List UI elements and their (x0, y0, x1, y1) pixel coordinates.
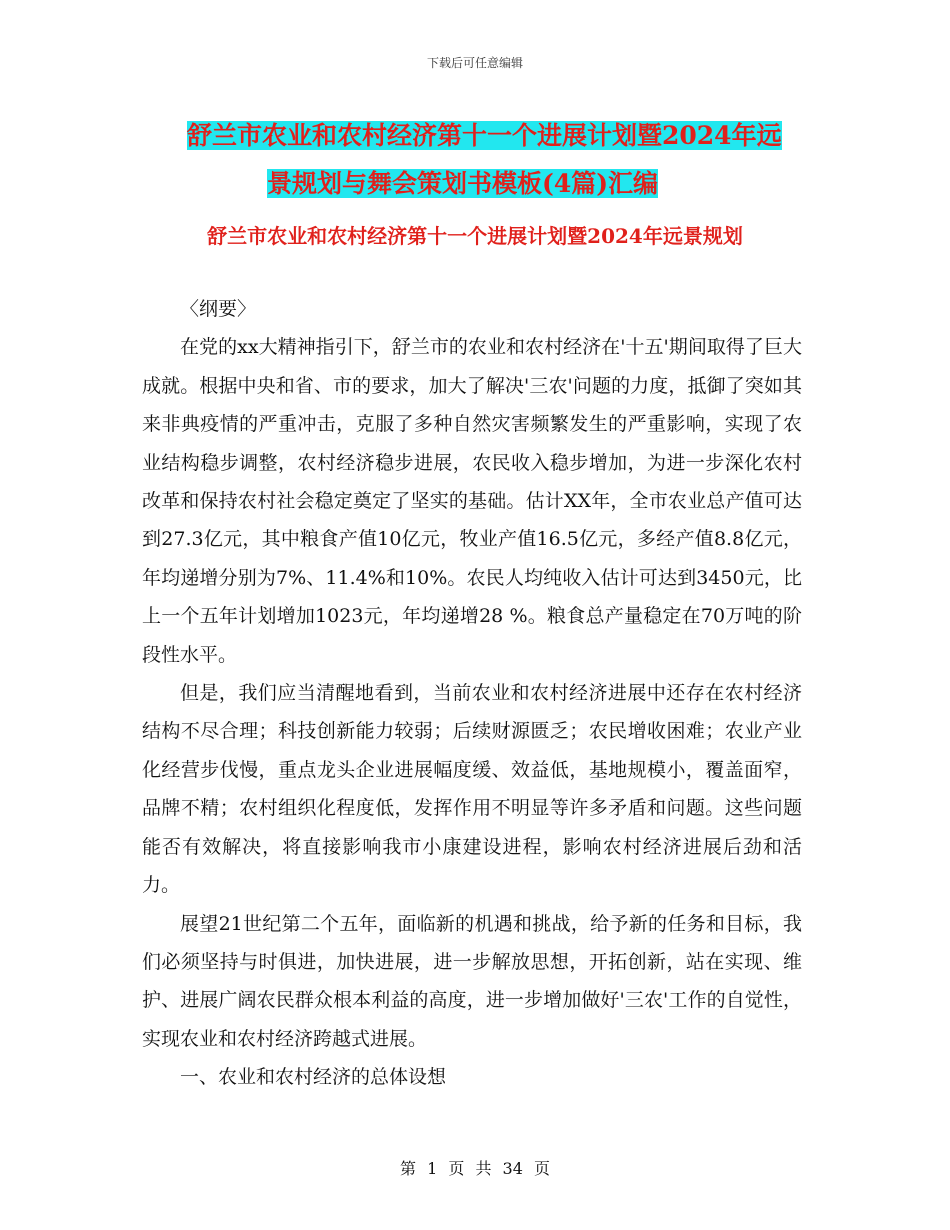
page-number: 第 1 页 共 34 页 (400, 1159, 550, 1178)
paragraph-1: 在党的xx大精神指引下，舒兰市的农业和农村经济在'十五'期间取得了巨大成就。根据中央和省、市的要求，加大了解决'三农'问题的力度，抵御了突如其来非典疫情的严重冲击，克服了多种自然灾害频繁发生的严重影响，实现了农业结构稳步调整，农村经济稳步进展，农民收入稳步增加，为进一步深化农村改革和保持农村社会稳定奠定了坚实的基础。估计XX年，全市农业总产值可达到27.3亿元，其中粮食产值10亿元，牧业产值16.5亿元，多经产值8.8亿元，年均递增分别为7%、11.4%和10%。农民人均纯收入估计可达到3450元，比上一个五年计划增加1023元，年均递增28 %。粮食总产量稳定在70万吨的阶段性水平。 (142, 336, 802, 666)
section-heading-1: 一、农业和农村经济的总体设想 (180, 1066, 447, 1089)
document-body (142, 290, 802, 1097)
outline-label: 〈纲要〉 (180, 298, 257, 320)
page-header-note: 下载后可任意编辑 (426, 56, 523, 70)
paragraph-3: 展望21世纪第二个五年，面临新的机遇和挑战，给予新的任务和目标，我们必须坚持与时俱进，加快进展，进一步解放思想，开拓创新，站在实现、维护、进展广阔农民群众根本利益的高度，进一步增加做好'三农'工作的自觉性，实现农业和农村经济跨越式进展。 (142, 912, 802, 1050)
paragraph-2: 但是，我们应当清醒地看到，当前农业和农村经济进展中还存在农村经济结构不尽合理；科技创新能力较弱；后续财源匮乏；农民增收困难；农业产业化经营步伐慢，重点龙头企业进展幅度缓、效益低，基地规模小，覆盖面窄，品牌不精；农村组织化程度低，发挥作用不明显等许多矛盾和问题。这些问题能否有效解决，将直接影响我市小康建设进程，影响农村经济进展后劲和活力。 (142, 682, 802, 897)
document-title-line1: 舒兰市农业和农村经济第十一个进展计划暨2024年远 (187, 121, 782, 150)
document-title (140, 112, 840, 208)
document-title-line2: 景规划与舞会策划书模板(4篇)汇编 (267, 169, 659, 198)
section-title: 舒兰市农业和农村经济第十一个进展计划暨2024年远景规划 (207, 224, 743, 248)
